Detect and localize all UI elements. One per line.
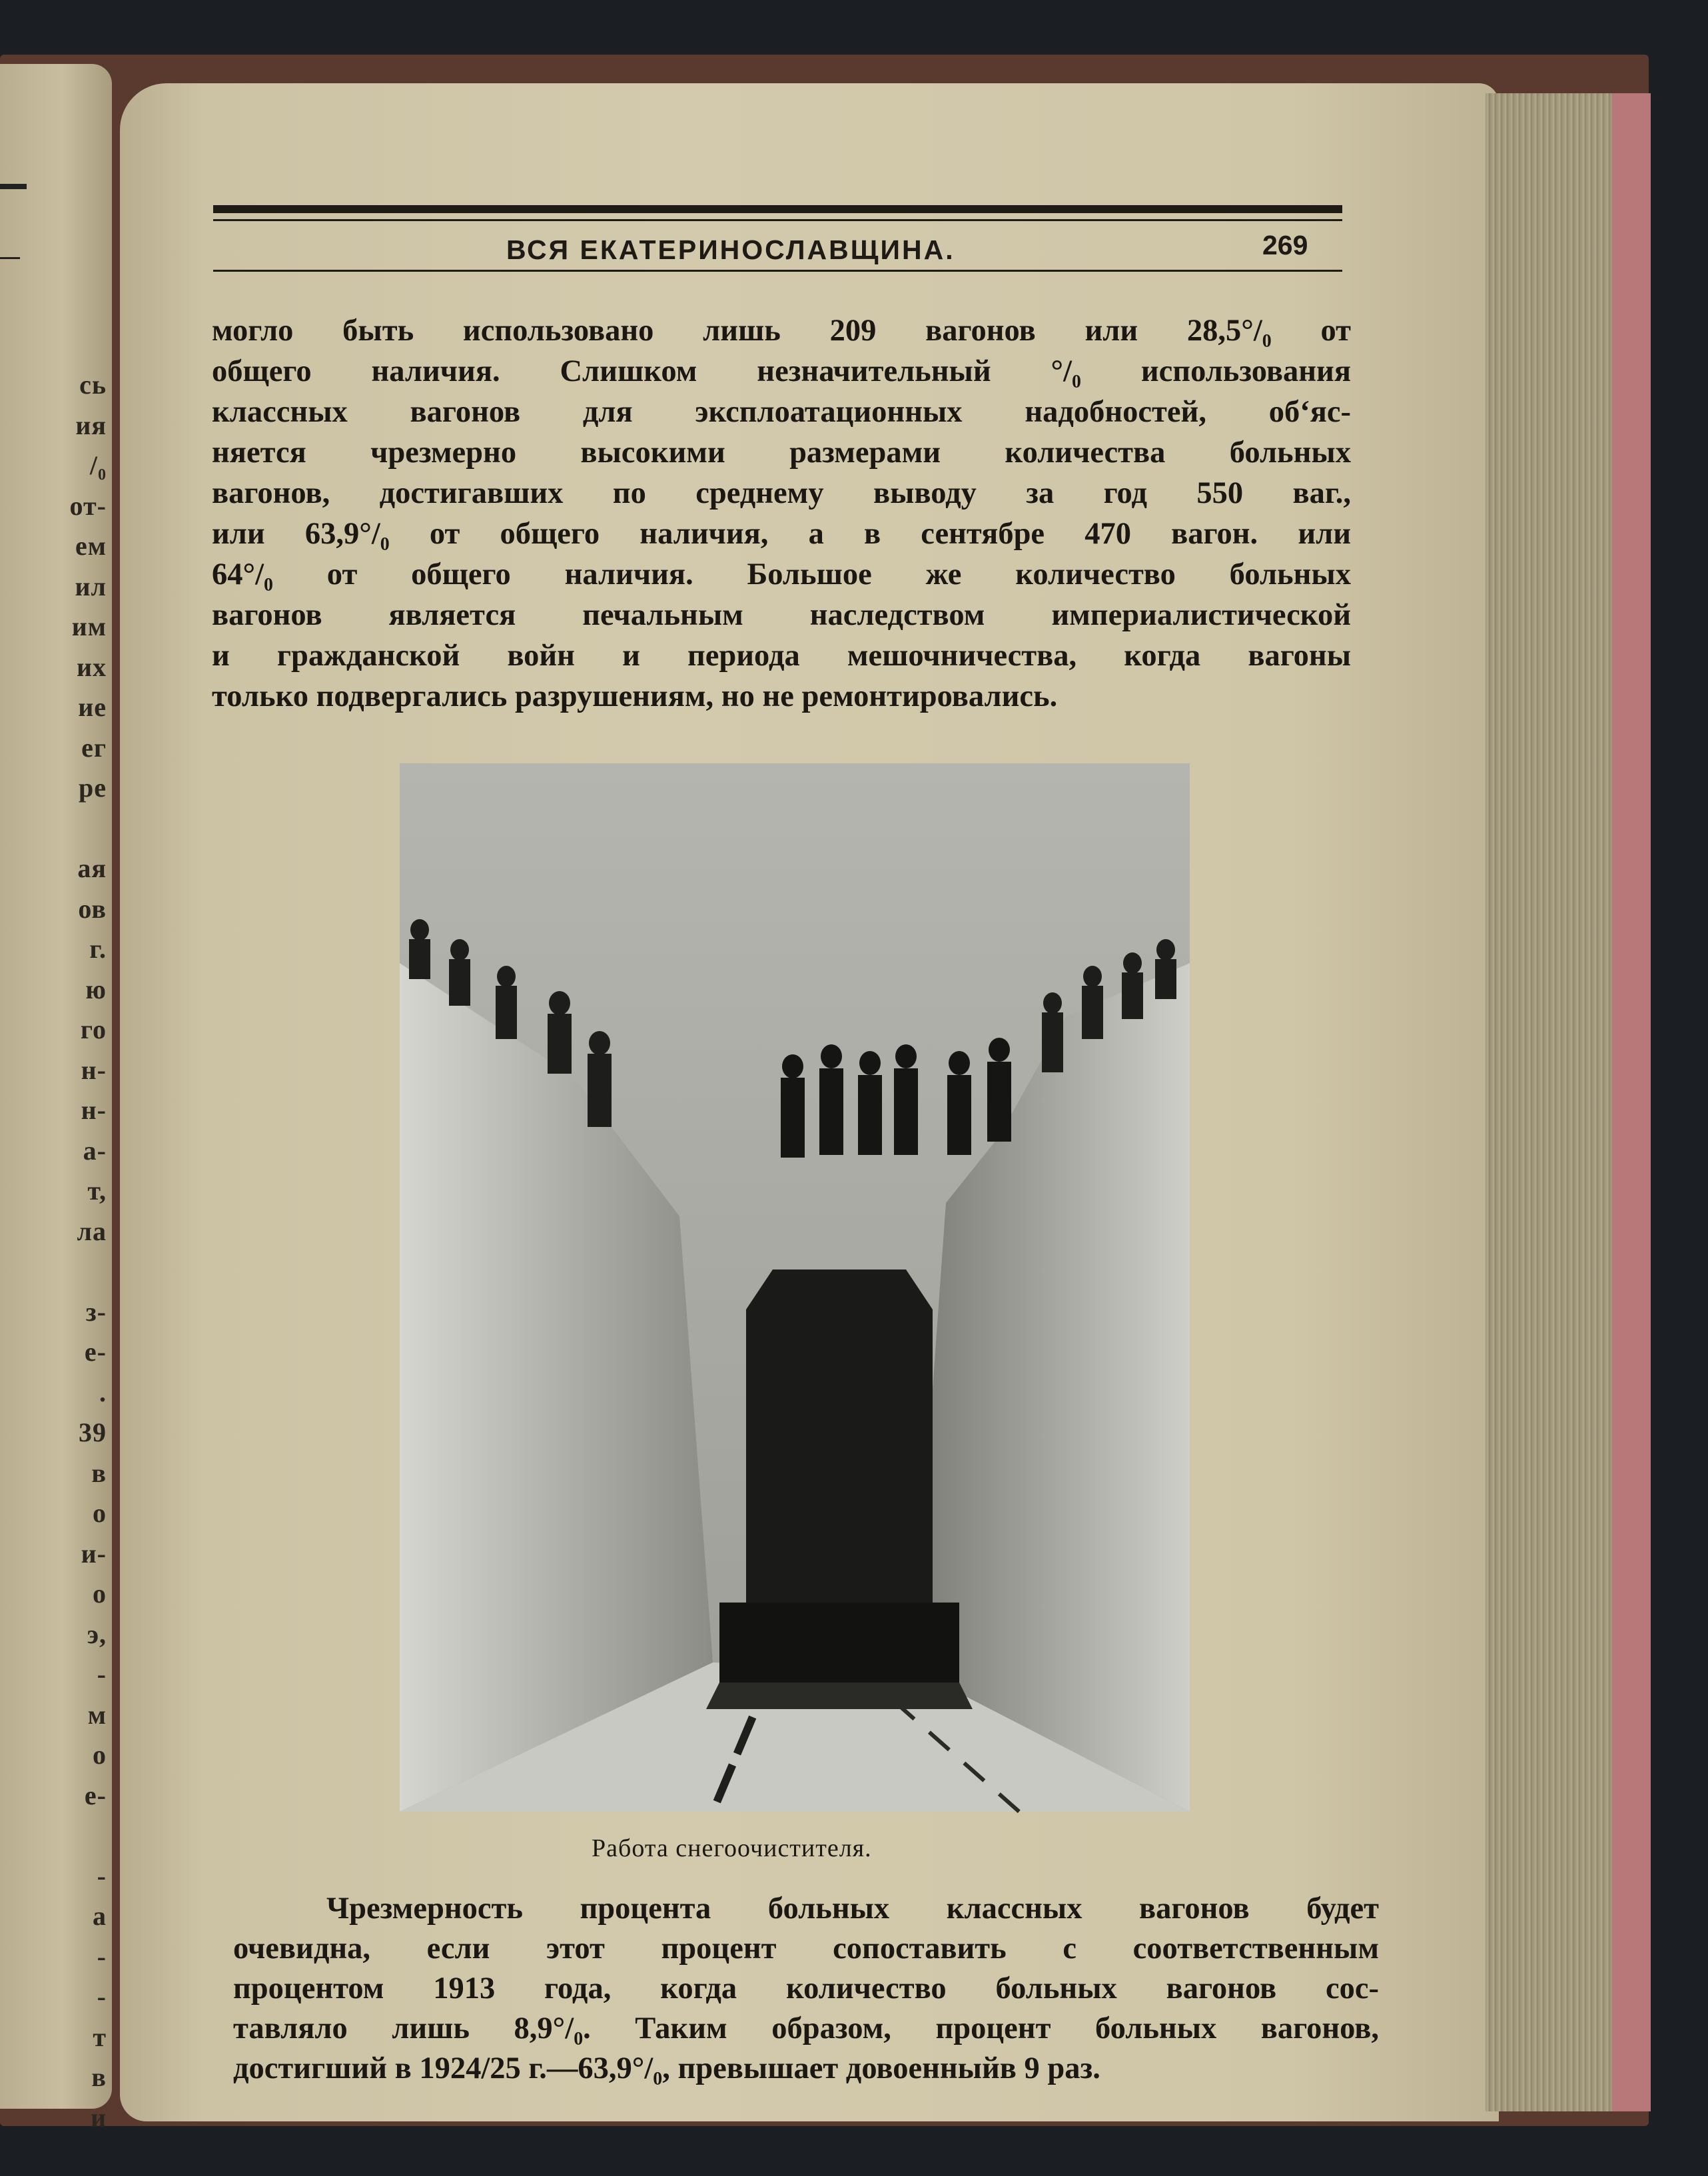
text-line: вагонов, достигавших по среднему выводу за год 550 ваг., (212, 476, 1351, 510)
text-line: Чрезмерность процента больных классных вагонов будет (326, 1892, 1379, 1926)
left-page-fragment-line: в (91, 1457, 107, 1488)
left-page-fragment-line: от- (69, 490, 107, 521)
left-page-fragment-line: ая (77, 853, 107, 883)
text-line: 64°/₀ от общего наличия. Большое же количество больных (212, 557, 1351, 591)
left-page-fragment-line: - (97, 1659, 107, 1689)
left-page-fragment-line: сь (79, 370, 107, 400)
left-page-fragment-line: н- (81, 1054, 107, 1085)
left-page-fragment-line: их (76, 651, 107, 682)
left-page-fragment-line: им (71, 611, 107, 641)
paragraph-bottom (233, 1889, 1379, 2089)
left-page-fragment-line: з- (85, 1296, 107, 1327)
left-page-fragment-line: ов (78, 893, 107, 924)
snowplow-photo (400, 763, 1190, 1812)
text-line: общего наличия. Слишком незначительный °/₀ использования (212, 354, 1351, 388)
left-page-fragment-line: и (90, 2102, 107, 2133)
left-page-fragment (0, 64, 112, 2133)
text-line: процентом 1913 года, когда количество больных вагонов сос- (233, 1972, 1379, 2005)
header-rule-thick (213, 205, 1342, 213)
left-page-fragment-line: э, (87, 1619, 107, 1649)
left-page-fragment-line: ем (75, 531, 107, 561)
text-line: очевидна, если этот процент сопоставить с соответственным (233, 1932, 1379, 1966)
left-page-fragment-line: т, (87, 1176, 107, 1206)
left-page-fragment-line: о (93, 1498, 107, 1528)
left-page-fragment-line: м (87, 1699, 107, 1730)
left-page-fragment-line: - (97, 1982, 107, 2011)
left-page-fragment-line: - (97, 1860, 107, 1891)
snowplow-photo-image (400, 763, 1190, 1812)
left-page-fragment-line: 39 (79, 1417, 107, 1447)
left-page-fragment-line (7, 1252, 107, 1292)
left-page-fragment-line: ла (77, 1216, 107, 1246)
figure-caption: Работа снегоочистителя. (592, 1834, 872, 1862)
left-page-rule (0, 184, 27, 189)
left-page-fragment-line: о (93, 1740, 107, 1770)
left-page-fragment-line: н- (81, 1095, 107, 1125)
left-page-rule-thin (0, 257, 20, 259)
left-page-fragment-line (7, 1816, 107, 1856)
header-rule-thin (213, 219, 1342, 221)
left-page-fragment-line: . (99, 1377, 107, 1407)
left-page-fragment-line: и- (81, 1538, 107, 1569)
left-page-fragment-line: е- (84, 1780, 107, 1810)
text-line: только подвергались разрушениям, но не ремонтировались. (212, 679, 1058, 713)
page-edges (1486, 93, 1612, 2111)
left-page-fragment-line: /₀ (89, 450, 107, 480)
left-page-text (7, 365, 107, 2138)
left-page-fragment-line: ег (81, 732, 107, 763)
left-page-fragment-line: в (91, 2062, 107, 2092)
text-line: вагонов является печальным наследством империалистической (212, 598, 1351, 632)
left-page-fragment-line: - (97, 1941, 107, 1972)
left-page-fragment-line: го (80, 1014, 107, 1044)
left-page-fragment-line: ие (78, 692, 107, 722)
left-page-fragment-line: а- (83, 1135, 107, 1166)
back-cover-edge (1612, 93, 1651, 2111)
text-line: няется чрезмерно высокими размерами количества больных (212, 436, 1351, 470)
header-rule-bottom (213, 270, 1342, 272)
left-page-fragment-line: е- (84, 1337, 107, 1367)
left-page-fragment-line: ре (79, 773, 107, 803)
left-page-fragment-line (7, 809, 107, 849)
running-head: ВСЯ ЕКАТЕРИНОСЛАВЩИНА. (506, 234, 955, 265)
left-page-fragment-line: ил (75, 571, 107, 601)
text-line: могло быть использовано лишь 209 вагонов или 28,5°/₀ от (212, 314, 1351, 348)
text-line: классных вагонов для эксплоатационных надобностей, об‘яс- (212, 395, 1351, 429)
left-page-fragment-line: ия (75, 410, 107, 440)
text-line: или 63,9°/₀ от общего наличия, а в сентябре 470 вагон. или (212, 517, 1351, 551)
left-page-fragment-line: т (93, 2021, 107, 2052)
paragraph-top (212, 310, 1351, 717)
text-line: и гражданской войн и периода мешочничества, когда вагоны (212, 639, 1351, 673)
left-page-fragment-line: г. (89, 934, 107, 964)
text-line: достигший в 1924/25 г.—63,9°/₀, превышает довоенныйв 9 раз. (233, 2051, 1100, 2085)
page-number: 269 (1262, 230, 1308, 260)
text-line: тавляло лишь 8,9°/₀. Таким образом, процент больных вагонов, (233, 2011, 1379, 2045)
left-page-fragment-line: ю (85, 974, 107, 1004)
left-page-fragment-line: а (93, 1901, 107, 1931)
left-page-fragment-line: о (93, 1579, 107, 1609)
